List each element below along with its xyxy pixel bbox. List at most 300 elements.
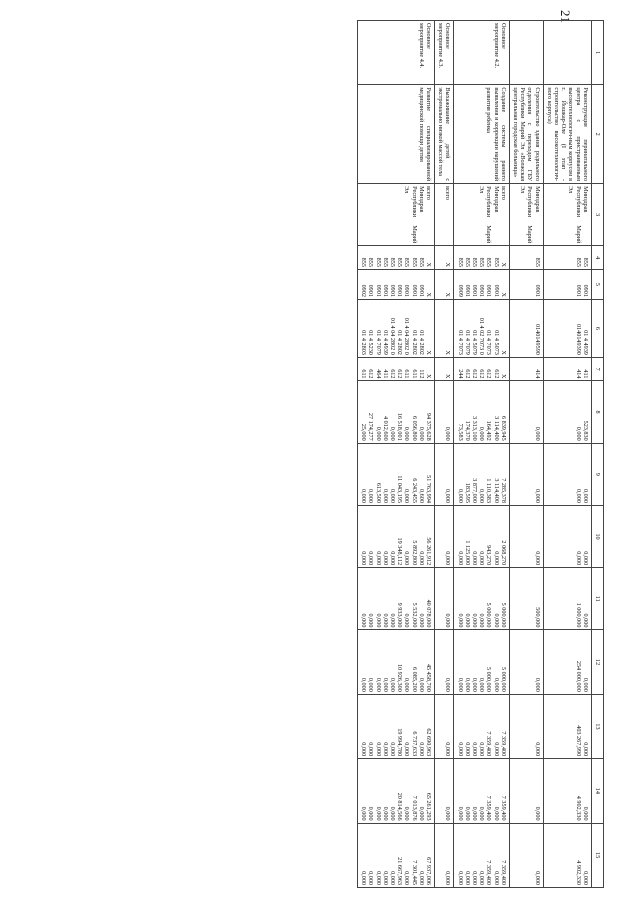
cell-value: 0,000 [444, 489, 452, 503]
cell-value: 855 [533, 257, 541, 267]
cell-value: 7 013,876 [410, 795, 418, 821]
cell-value: 0901 [396, 284, 404, 297]
cell-value: 0,000 [367, 489, 375, 503]
cell-value: 0,000 [456, 489, 464, 503]
column-header-14: 14 [591, 759, 603, 823]
cell-value: 164,492 [485, 420, 493, 441]
cell-c5 [357, 269, 434, 299]
cell-value: 1 000,000 [574, 602, 582, 628]
cell-value: 0,000 [444, 426, 452, 441]
cell-value: 0901 [533, 284, 541, 297]
cell-c9 [434, 443, 453, 505]
cell-value: 0,000 [381, 551, 389, 566]
cell-value: 0,000 [360, 551, 368, 566]
cell-value: 0,000 [417, 613, 425, 628]
cell-value: 6 056,800 [410, 415, 418, 441]
cell-c11 [434, 568, 453, 630]
cell-c10 [543, 505, 591, 567]
cell-value: 0,000 [581, 677, 589, 692]
cell-value: 0,000 [470, 871, 478, 885]
cell-value: 0,000 [367, 613, 375, 628]
cell-value: 0,000 [456, 742, 464, 757]
cell-value: 0,000 [360, 489, 368, 503]
cell-c10 [454, 505, 509, 567]
cell-value: 56 261,912 [424, 537, 432, 566]
cell-value: X [424, 374, 432, 379]
cell-value: 0,000 [456, 677, 464, 692]
cell-value: 01 4 2802 [410, 330, 418, 355]
cell-value: 6 085,200 [410, 667, 418, 692]
cell-value: 16 518,001 [396, 412, 404, 441]
cell-value: 7 359,400 [485, 731, 493, 757]
cell-value: 855 [478, 257, 486, 267]
cell-value: X [499, 350, 507, 355]
cell-value: 612 [492, 369, 500, 379]
cell-value: 0901 [574, 284, 582, 297]
cell-value: 01 4 7079 [374, 330, 382, 355]
column-header-3: 3 [591, 184, 603, 246]
cell-value: 3 877,000 [470, 478, 478, 503]
cell-value: 0,000 [533, 871, 541, 885]
cell-value: 4 902,330 [574, 860, 582, 885]
cell-value: 0,000 [417, 871, 425, 885]
cell-c12 [454, 630, 509, 694]
cell-value: 0901 [410, 284, 418, 297]
cell-value: 0,000 [388, 677, 396, 692]
cell-value: 0901 [417, 284, 425, 297]
cell-value: 2 068,270 [499, 540, 507, 566]
cell-value: 6 737,633 [410, 731, 418, 757]
cell-value: 943,270 [485, 545, 493, 566]
cell-c15 [543, 823, 591, 887]
cell-c9 [454, 443, 509, 505]
cell-value: 3 114,400 [492, 478, 500, 503]
column-number-row [591, 21, 603, 888]
cell-value: 20 814,566 [396, 792, 404, 821]
cell-c14 [434, 759, 453, 823]
cell-value: 855 [485, 257, 493, 267]
cell-value: 0,000 [367, 551, 375, 566]
cell-value: 01 4 5230 [367, 330, 375, 355]
cell-value: 01 4 5073 [492, 330, 500, 355]
cell-value: 0,000 [417, 426, 425, 441]
cell-value: 01 4 7079 [463, 330, 471, 355]
cell-value: 62 690,963 [424, 728, 432, 757]
cell-c13 [454, 694, 509, 758]
cell-value: 01 4 2802 [417, 330, 425, 355]
cell-c14 [454, 759, 509, 823]
cell-value: 0,000 [444, 677, 452, 692]
cell-value: 0901 [470, 284, 478, 297]
cell-value: 0901 [388, 284, 396, 297]
cell-c9 [543, 443, 591, 505]
cell-c3: всего Минздрав Республики Марий Эл [454, 184, 509, 246]
cell-value: 0,000 [492, 613, 500, 628]
cell-value: 0,000 [492, 551, 500, 566]
cell-value: 0,000 [360, 677, 368, 692]
cell-value: 855 [456, 257, 464, 267]
cell-value: 0,000 [444, 871, 452, 885]
cell-c10 [509, 505, 543, 567]
cell-value: 0,000 [381, 806, 389, 821]
cell-value: 611 [403, 369, 411, 379]
cell-value: 0,000 [381, 613, 389, 628]
cell-value: 0,000 [374, 613, 382, 628]
column-header-12: 12 [591, 630, 603, 694]
cell-c2: Создание системы раннего выявления и коррекции нарушений развития ребенка [454, 85, 509, 184]
cell-c15 [509, 823, 543, 887]
cell-value: X [499, 374, 507, 379]
column-header-7: 7 [591, 357, 603, 381]
cell-value: 0,000 [574, 551, 582, 566]
cell-value: 7 301,445 [410, 860, 418, 885]
cell-c7 [357, 357, 434, 381]
cell-value: 855 [367, 257, 375, 267]
cell-value: 0,000 [417, 677, 425, 692]
cell-value: 411 [381, 369, 389, 379]
cell-value: 27 174,277 [367, 412, 375, 441]
cell-value: 0,000 [574, 426, 582, 441]
cell-value: 19 348,112 [396, 537, 404, 566]
cell-value: 5 532,000 [410, 602, 418, 628]
cell-value: 0,000 [581, 489, 589, 503]
cell-value: 0,000 [367, 806, 375, 821]
cell-value: 855 [581, 257, 589, 267]
cell-c14 [543, 759, 591, 823]
cell-value: 0,000 [470, 806, 478, 821]
cell-value: 0,000 [388, 806, 396, 821]
cell-value: 0,000 [444, 613, 452, 628]
cell-value: 414 [574, 369, 582, 379]
cell-value: 21 667,963 [396, 857, 404, 885]
cell-value: 0,000 [444, 742, 452, 757]
cell-value: 0,000 [403, 489, 411, 503]
cell-c1 [509, 21, 543, 85]
cell-value: 0901 [367, 284, 375, 297]
cell-c3: всего Минздрав Республики Марий Эл [357, 184, 434, 246]
cell-c5 [509, 269, 543, 299]
cell-value: 0,000 [388, 426, 396, 441]
cell-value: 01 4 7073 [485, 330, 493, 355]
cell-c5 [543, 269, 591, 299]
cell-value: 0,000 [381, 871, 389, 885]
cell-c11 [543, 568, 591, 630]
cell-value: 0,000 [374, 742, 382, 757]
cell-value: 612 [396, 369, 404, 379]
cell-value: 0,000 [374, 677, 382, 692]
cell-c8 [543, 381, 591, 443]
cell-value: 0,000 [388, 742, 396, 757]
cell-value: 500,000 [533, 607, 541, 628]
cell-value: 0,000 [581, 613, 589, 628]
cell-value: 0,000 [478, 551, 486, 566]
cell-c10 [357, 505, 434, 567]
cell-c14 [509, 759, 543, 823]
cell-value: 612 [388, 369, 396, 379]
cell-value: 0,000 [417, 742, 425, 757]
cell-c2: Развитие специализированной медицинской помощи детям [357, 85, 434, 184]
cell-value: 0,000 [417, 551, 425, 566]
table-row [509, 21, 543, 888]
cell-value: 0,000 [388, 613, 396, 628]
cell-value: 0,000 [381, 742, 389, 757]
cell-c8 [357, 381, 434, 443]
cell-value: 0,000 [388, 489, 396, 503]
cell-c15 [434, 823, 453, 887]
cell-value: 0,000 [463, 742, 471, 757]
cell-c8 [454, 381, 509, 443]
cell-c14 [357, 759, 434, 823]
cell-value: 01 4 2802 [396, 330, 404, 355]
cell-value: 0,000 [388, 871, 396, 885]
cell-value: 5 000,000 [485, 667, 493, 692]
cell-c8 [434, 381, 453, 443]
cell-value: 0,000 [403, 551, 411, 566]
cell-value: 9 933,000 [396, 602, 404, 628]
cell-c12 [509, 630, 543, 694]
cell-value: 7 359,400 [499, 731, 507, 757]
cell-value: 6 243,455 [410, 478, 418, 503]
cell-c12 [357, 630, 434, 694]
cell-value: 11 043,195 [396, 475, 404, 503]
cell-value: 855 [381, 257, 389, 267]
cell-c6 [434, 299, 453, 357]
cell-value: 0,000 [374, 806, 382, 821]
cell-value: 855 [403, 257, 411, 267]
cell-value: 0,000 [463, 613, 471, 628]
cell-value: 0,000 [456, 613, 464, 628]
cell-value: 0901 [463, 284, 471, 297]
cell-value: 254 000,000 [574, 660, 582, 692]
cell-c5 [454, 269, 509, 299]
cell-value: 0140149390 [574, 323, 582, 355]
cell-value: 855 [396, 257, 404, 267]
cell-c1 [543, 21, 591, 85]
cell-c15 [357, 823, 434, 887]
cell-value: 0,000 [403, 806, 411, 821]
cell-c4 [543, 246, 591, 270]
cell-value: 1 125,000 [463, 540, 471, 566]
cell-value: 01 4 04 2802 0 [388, 317, 396, 355]
cell-value: 0,000 [360, 806, 368, 821]
table-row [454, 21, 509, 888]
cell-value: 855 [388, 257, 396, 267]
cell-value: X [444, 262, 452, 267]
cell-value: 183,595 [463, 482, 471, 503]
cell-value: 0,000 [581, 742, 589, 757]
cell-value: 7 359,400 [485, 795, 493, 821]
cell-value: 0140149590 [533, 323, 541, 355]
cell-value: 01 4 04 2802 0 [403, 317, 411, 355]
cell-value: 3 114,400 [492, 416, 500, 441]
cell-value: 855 [574, 257, 582, 267]
cell-value: 244 [456, 369, 464, 379]
cell-c3: Минздрав Республики Марий Эл [543, 184, 591, 246]
cell-value: 0,000 [478, 806, 486, 821]
cell-c1: Основное мероприятие 4.3. [434, 21, 453, 85]
cell-value: 0,000 [417, 806, 425, 821]
cell-value: 855 [360, 257, 368, 267]
cell-value: 94 375,628 [424, 412, 432, 441]
cell-value: 0,000 [381, 677, 389, 692]
cell-value: 45 458,700 [424, 663, 432, 692]
cell-c11 [357, 568, 434, 630]
cell-value: 0,000 [444, 551, 452, 566]
cell-value: 0,000 [581, 871, 589, 885]
cell-value: 19 994,780 [396, 728, 404, 757]
cell-value: 73,583 [456, 423, 464, 441]
cell-value: 0901 [478, 284, 486, 297]
cell-value: 612 [485, 369, 493, 379]
cell-value: X [499, 262, 507, 267]
cell-value: X [499, 292, 507, 297]
cell-c2: Строительство здания родильного отделения с переходом ГБУ Республики Марий Эл «Волжская центральная городская больница» [509, 85, 543, 184]
cell-c6 [543, 299, 591, 357]
cell-value: 0,000 [492, 806, 500, 821]
cell-c7 [509, 357, 543, 381]
cell-c2: Выхаживание детей с экстремально низкой массой тела [434, 85, 453, 184]
column-header-8: 8 [591, 381, 603, 443]
cell-value: 0,000 [463, 806, 471, 821]
cell-value: 613,500 [374, 482, 382, 503]
cell-c8 [509, 381, 543, 443]
cell-value: 0,000 [470, 742, 478, 757]
column-header-10: 10 [591, 505, 603, 567]
cell-value: 855 [492, 257, 500, 267]
cell-value: 112 [417, 369, 425, 379]
cell-value: 0,000 [470, 551, 478, 566]
cell-value: 01 4 5079 [470, 330, 478, 355]
column-header-9: 9 [591, 443, 603, 505]
cell-value: 0,000 [581, 806, 589, 821]
cell-value: 7 285,378 [499, 478, 507, 503]
cell-value: 0,000 [492, 677, 500, 692]
cell-value: 0,000 [403, 426, 411, 441]
cell-c7 [543, 357, 591, 381]
cell-value: 0,000 [403, 871, 411, 885]
cell-value: 7 359,400 [499, 795, 507, 821]
cell-value: 0,000 [533, 806, 541, 821]
cell-value: 0,000 [360, 871, 368, 885]
cell-value: 0,000 [533, 551, 541, 566]
cell-c11 [509, 568, 543, 630]
cell-value: 523,830 [581, 420, 589, 441]
cell-c13 [543, 694, 591, 758]
cell-value: 0,000 [360, 613, 368, 628]
cell-c3: всего [434, 184, 453, 246]
cell-value: 4 902,330 [574, 795, 582, 821]
cell-value: 0,000 [367, 742, 375, 757]
column-header-5: 5 [591, 269, 603, 299]
cell-value: 464 [374, 369, 382, 379]
column-header-2: 2 [591, 85, 603, 184]
cell-value: 5 000,000 [499, 602, 507, 628]
cell-value: 612 [470, 369, 478, 379]
cell-c4 [357, 246, 434, 270]
column-header-11: 11 [591, 568, 603, 630]
cell-c9 [357, 443, 434, 505]
cell-value: 1 110,383 [485, 478, 493, 503]
cell-value: 0901 [381, 284, 389, 297]
cell-value: 0,000 [478, 677, 486, 692]
cell-c6 [509, 299, 543, 357]
column-header-13: 13 [591, 694, 603, 758]
column-header-4: 4 [591, 246, 603, 270]
cell-value: 855 [374, 257, 382, 267]
cell-value: 25,000 [360, 423, 368, 441]
cell-value: 855 [463, 257, 471, 267]
cell-value: 0,000 [367, 871, 375, 885]
cell-value: 855 [410, 257, 418, 267]
cell-value: 0901 [492, 284, 500, 297]
cell-value: X [424, 262, 432, 267]
column-header-15: 15 [591, 823, 603, 887]
cell-value: 174,370 [463, 420, 471, 441]
cell-value: 7 359,400 [499, 860, 507, 885]
cell-value: 0,000 [463, 677, 471, 692]
cell-value: 0,000 [403, 677, 411, 692]
cell-c7 [434, 357, 453, 381]
cell-value: X [444, 350, 452, 355]
cell-value: 0,000 [403, 742, 411, 757]
cell-value: 611 [410, 369, 418, 379]
cell-value: 0,000 [478, 613, 486, 628]
cell-value: 0,000 [456, 871, 464, 885]
cell-c7 [454, 357, 509, 381]
cell-c6 [357, 299, 434, 357]
cell-value: 0901 [485, 284, 493, 297]
cell-value: 0,000 [456, 551, 464, 566]
cell-value: 6 839,945 [499, 415, 507, 441]
cell-value: 3 313,100 [470, 415, 478, 441]
cell-c11 [454, 568, 509, 630]
cell-c10 [434, 505, 453, 567]
cell-value: 0,000 [492, 742, 500, 757]
cell-value: 855 [470, 257, 478, 267]
cell-value: 40 078,000 [424, 599, 432, 628]
cell-c13 [509, 694, 543, 758]
cell-value: 5 000,000 [499, 667, 507, 692]
table-row [434, 21, 453, 888]
cell-value: 414 [533, 369, 541, 379]
cell-value: 65 261,293 [424, 792, 432, 821]
cell-c5 [434, 269, 453, 299]
cell-value: 0,000 [478, 489, 486, 503]
cell-value: 0,000 [533, 677, 541, 692]
table-row [357, 21, 434, 888]
cell-value: 0,000 [388, 551, 396, 566]
cell-c1: Основное мероприятие 4.2. [454, 21, 509, 85]
cell-value: 0,000 [574, 489, 582, 503]
cell-value: 0,000 [581, 551, 589, 566]
cell-value: 0,000 [381, 489, 389, 503]
cell-c1: Основное мероприятие 4.4. [357, 21, 434, 85]
cell-value: 01 4 4939 [381, 330, 389, 355]
cell-value: X [424, 350, 432, 355]
cell-value: 7 359,400 [485, 860, 493, 885]
cell-value: 0,600 [417, 489, 425, 503]
column-header-1: 1 [591, 21, 603, 85]
cell-value: 0,000 [492, 871, 500, 885]
cell-value: 0,000 [533, 426, 541, 441]
cell-value: 612 [463, 369, 471, 379]
cell-value: 0,000 [470, 677, 478, 692]
page-number: 21 [558, 10, 573, 23]
cell-value: 5 000,000 [485, 602, 493, 628]
cell-value: 5 892,800 [410, 540, 418, 566]
cell-value: 51 763,994 [424, 475, 432, 503]
table-body [357, 21, 591, 888]
